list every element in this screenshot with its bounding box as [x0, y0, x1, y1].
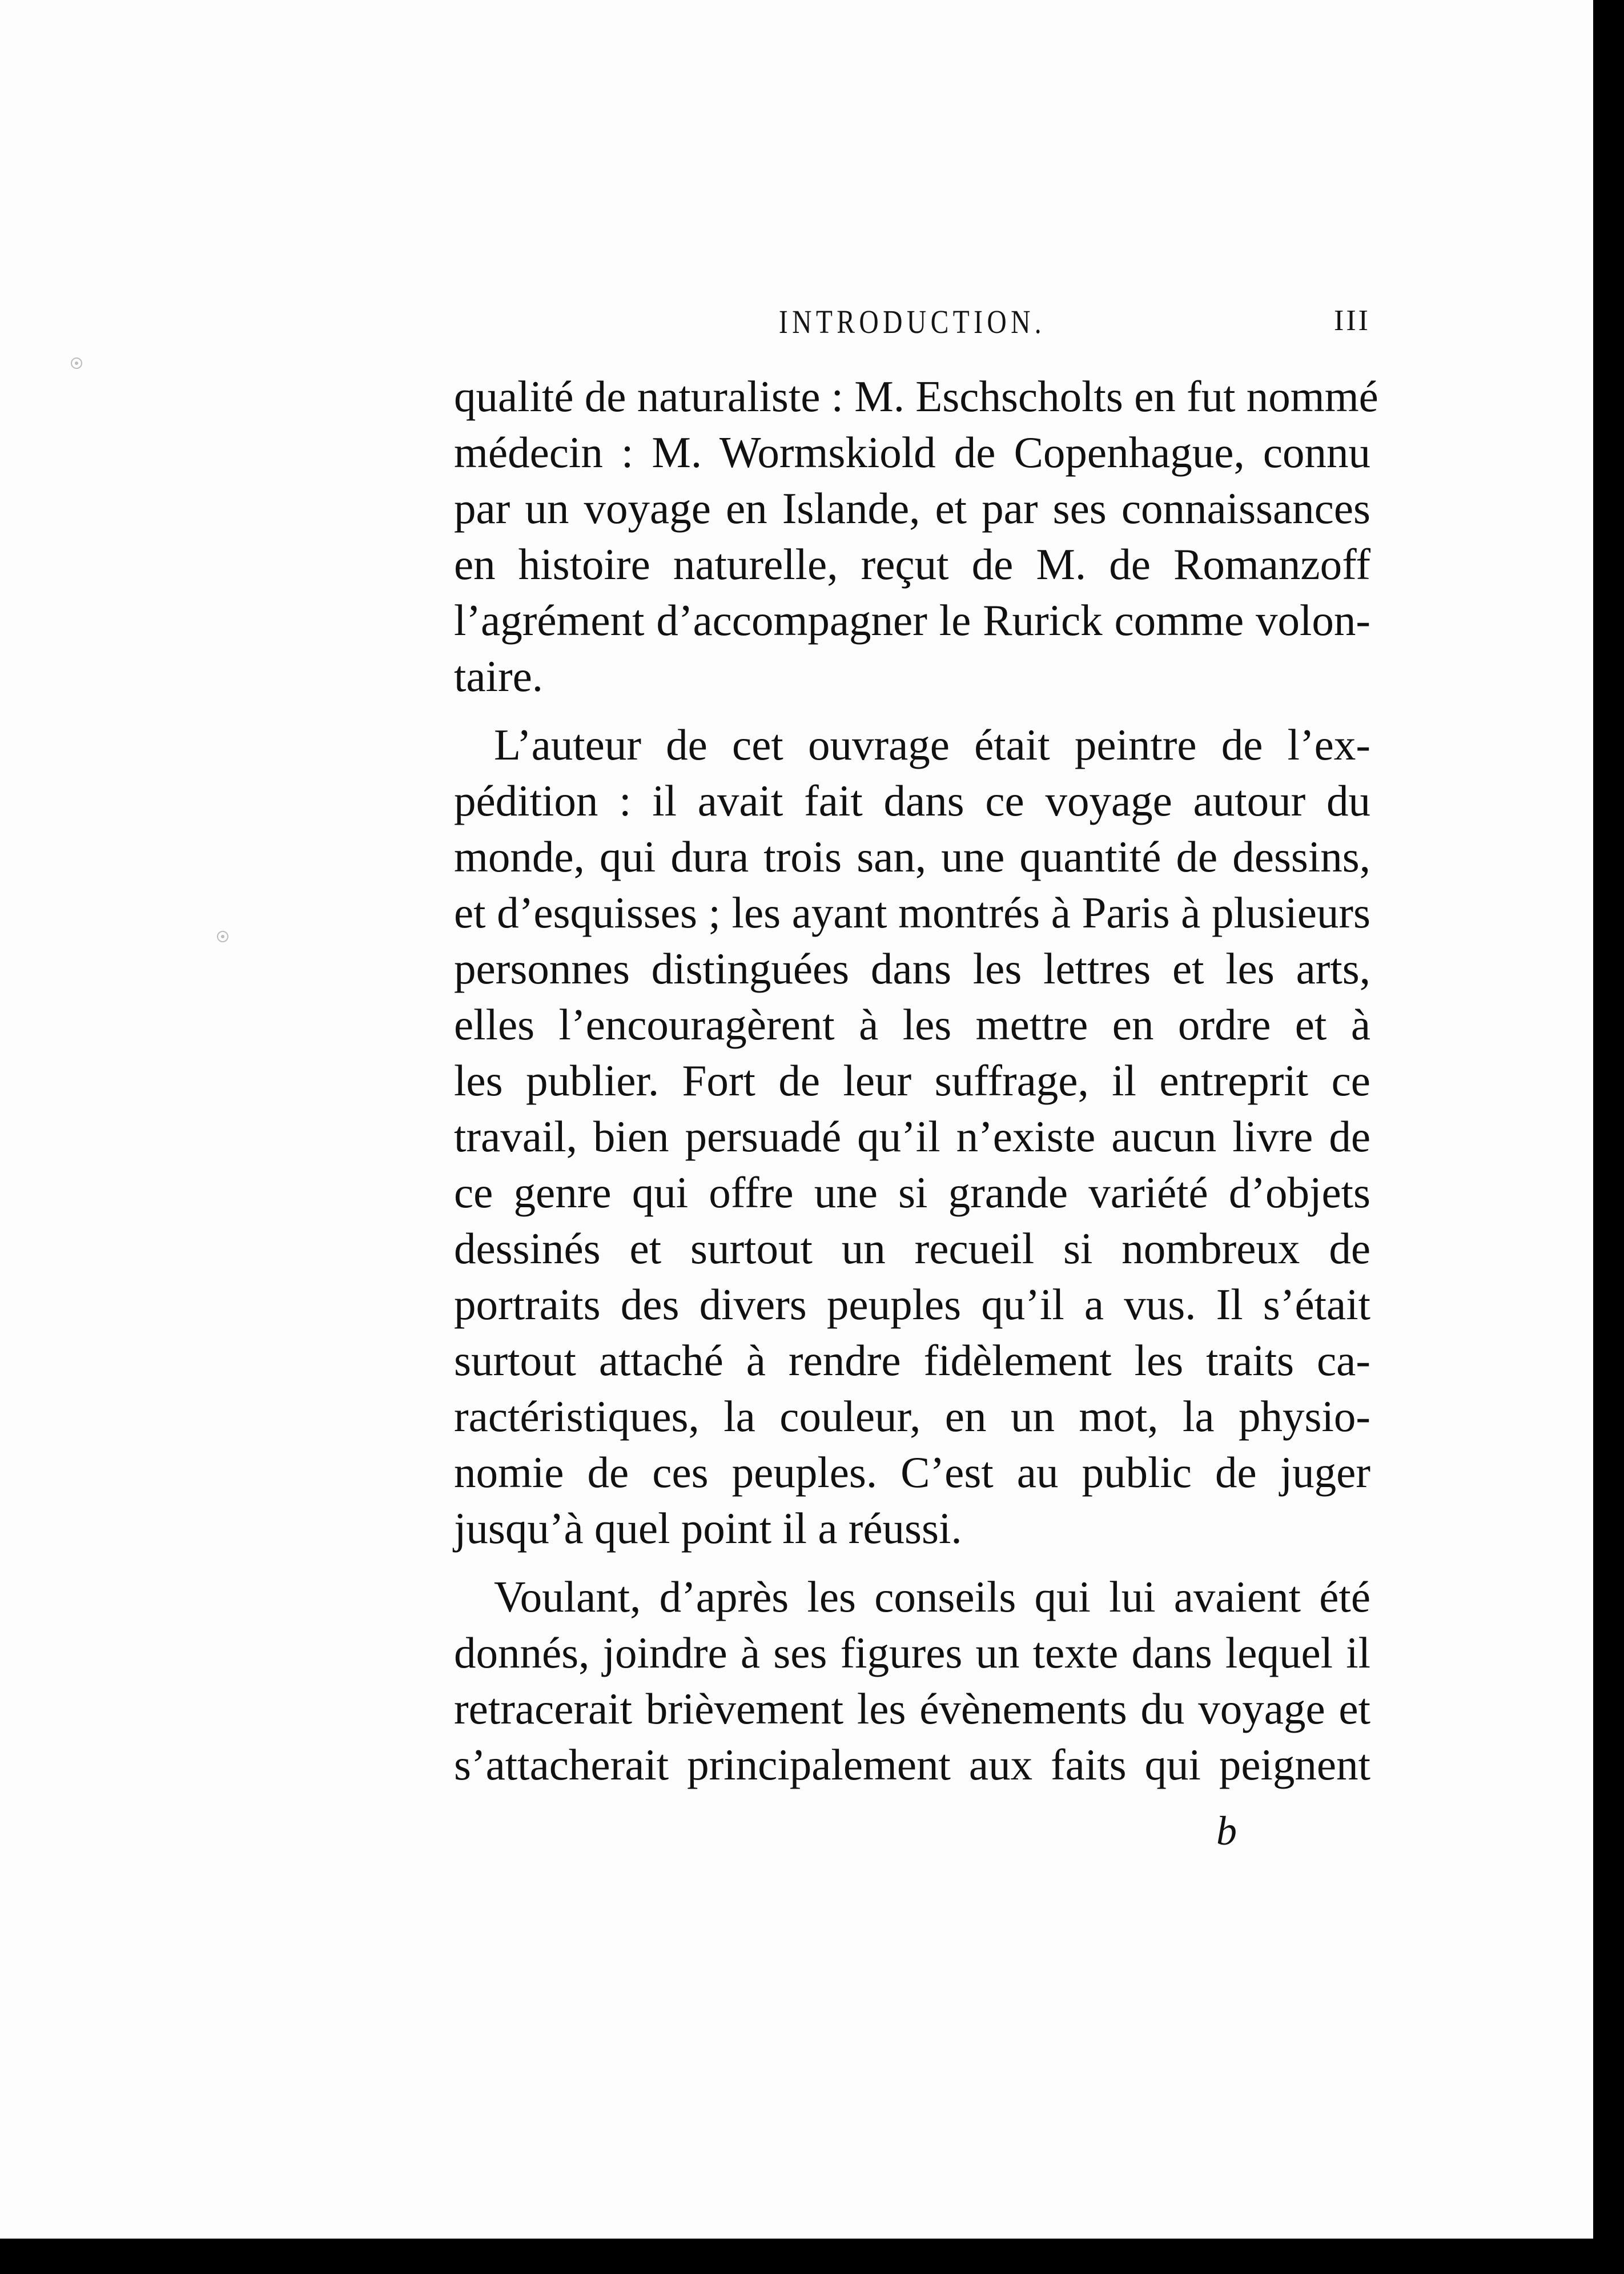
- scan-border-bottom: [0, 2239, 1624, 2274]
- text-line: ce genre qui offre une si grande variété d’objets: [454, 1168, 1370, 1217]
- paragraph-gap: [454, 704, 1370, 717]
- scan-border-right: [1593, 0, 1624, 2239]
- paragraph: [454, 717, 1370, 1556]
- text-line: et d’esquisses ; les ayant montrés à Paris à plusieurs: [454, 888, 1370, 937]
- text-line: jusqu’à quel point il a réussi.: [454, 1504, 962, 1553]
- text-line: par un voyage en Islande, et par ses connaissances: [454, 484, 1370, 533]
- text-line: L’auteur de cet ouvrage était peintre de l’ex-: [494, 720, 1370, 769]
- page-number: III: [1334, 304, 1370, 337]
- paragraph: [454, 368, 1378, 704]
- text-line: travail, bien persuadé qu’il n’existe aucun livre de: [454, 1112, 1370, 1161]
- text-line: dessinés et surtout un recueil si nombreux de: [454, 1224, 1370, 1273]
- text-line: s’attacherait principalement aux faits qui peignent: [454, 1740, 1370, 1789]
- text-line: donnés, joindre à ses figures un texte dans lequel il: [454, 1628, 1370, 1677]
- text-line: l’agrément d’accompagner le Rurick comme volon-: [454, 596, 1370, 645]
- text-line: médecin : M. Wormskiold de Copenhague, connu: [454, 428, 1370, 477]
- text-line: pédition : il avait fait dans ce voyage autour du: [454, 776, 1370, 825]
- running-title: INTRODUCTION.: [778, 303, 1046, 340]
- text-line: surtout attaché à rendre fidèlement les traits ca-: [454, 1336, 1370, 1385]
- paragraph: [454, 1569, 1370, 1793]
- text-line: qualité de naturaliste : M. Eschscholts en fut nommé: [454, 372, 1378, 421]
- text-line: taire.: [454, 652, 544, 701]
- text-line: en histoire naturelle, reçut de M. de Romanzoff: [454, 540, 1370, 589]
- text-line: nomie de ces peuples. C’est au public de juger: [454, 1448, 1370, 1497]
- registration-mark-top: [71, 357, 82, 369]
- text-line: les publier. Fort de leur suffrage, il entreprit ce: [454, 1056, 1370, 1105]
- text-line: portraits des divers peuples qu’il a vus. Il s’était: [454, 1280, 1370, 1329]
- text-line: retracerait brièvement les évènements du voyage et: [454, 1684, 1370, 1733]
- body-text: [454, 368, 1378, 1793]
- text-line: elles l’encouragèrent à les mettre en ordre et à: [454, 1000, 1370, 1049]
- text-line: ractéristiques, la couleur, en un mot, la physio-: [454, 1392, 1370, 1441]
- paragraph-gap: [454, 1556, 1370, 1569]
- registration-mark-middle: [217, 931, 228, 942]
- text-line: monde, qui dura trois san, une quantité de dessins,: [454, 832, 1370, 881]
- text-line: Voulant, d’après les conseils qui lui avaient été: [494, 1572, 1370, 1621]
- text-line: personnes distinguées dans les lettres et les arts,: [454, 944, 1370, 993]
- running-head: [454, 303, 1370, 348]
- signature-mark: b: [1216, 1808, 1237, 1854]
